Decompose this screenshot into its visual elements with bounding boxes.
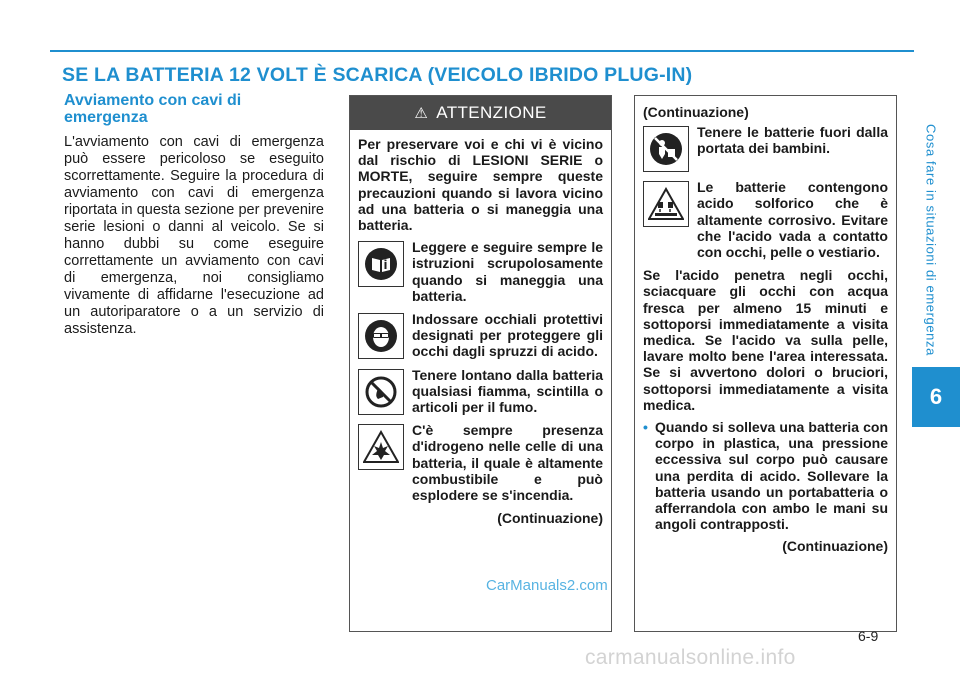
chapter-tab-number[interactable]: 6	[912, 367, 960, 427]
safety-goggles-icon	[358, 313, 404, 359]
warning-item-text: C'è sempre presenza d'idrogeno nelle celle di una batteria, il quale è altamente combustibile e può esplodere se s'incendia.	[412, 422, 603, 504]
warning-item	[358, 367, 603, 416]
warning-box-2	[634, 95, 897, 632]
acid-first-aid-text: Se l'acido penetra negli occhi, sciacquare gli occhi con acqua fresca per almeno 15 minuti e sottoporsi immediatamente a visita medica. Se l'acido va sulla pelle, lavare molto bene l'area interessata. Se si avvertono dolori o bruciori, sottoporsi immediatamente a visita medica.	[643, 267, 888, 413]
subsection-heading: Avviamento con cavi di emergenza	[64, 92, 242, 126]
warning-box-1	[349, 95, 612, 632]
continued-top-label: (Continuazione)	[643, 104, 749, 120]
bullet-text: Quando si solleva una batteria con corpo in plastica, una pressione eccessiva sul corpo può causare una perdita di acido. Sollevare la batteria usando un portabatteria o afferrandola con ambo le mani su angoli contrapposti.	[655, 419, 888, 533]
read-manual-icon	[358, 241, 404, 287]
warning-item-text: Tenere lontano dalla batteria qualsiasi fiamma, scintilla o articoli per il fumo.	[412, 366, 603, 416]
warning-item	[358, 311, 603, 360]
intro-column	[64, 92, 324, 338]
warning-header	[350, 96, 611, 130]
warning-item	[358, 239, 603, 304]
warning-title: ATTENZIONE	[436, 103, 547, 122]
section-title: SE LA BATTERIA 12 VOLT È SCARICA (VEICOLO IBRIDO PLUG-IN)	[62, 64, 693, 86]
warning-triangle-icon: ⚠	[414, 105, 429, 122]
intro-paragraph: L'avviamento con cavi di emergenza può essere pericoloso se eseguito scorrettamente. Seguire la procedura di avviamento con cavi di emergenza riportata in questa sezione per prevenire serie lesioni o danni al veicolo. Se si hanno dubbi su come eseguire correttamente un avviamento con cavi di emergenza, noi consigliamo vivamente di affidarne l'esecuzione ad un autoriparatore o a un servizio di assistenza.	[64, 134, 324, 337]
keep-from-children-icon	[643, 126, 689, 172]
bullet-icon: •	[643, 419, 648, 436]
warning-item-text: Tenere le batterie fuori dalla portata dei bambini.	[697, 124, 888, 157]
explosion-icon	[358, 424, 404, 470]
chapter-tab-label-text: Cosa fare in situazioni di emergenza	[923, 124, 939, 356]
list-item	[643, 419, 888, 532]
warning-intro: Per preservare voi e chi vi è vicino dal rischio di LESIONI SERIE o MORTE, seguire sempre queste precauzioni quando si lavora vicino ad una batteria o si maneggia una batteria.	[358, 136, 603, 234]
watermark-overlay[interactable]: CarManuals2.com	[486, 577, 608, 594]
continued-label: (Continuazione)	[782, 538, 888, 555]
warning-item	[643, 179, 888, 260]
watermark-site[interactable]: carmanualsonline.info	[585, 646, 796, 669]
chapter-tab-label[interactable]	[902, 120, 960, 360]
header-rule	[50, 50, 914, 52]
corrosive-icon	[643, 181, 689, 227]
warning-item-text: Le batterie contengono acido solforico che è altamente corrosivo. Evitare che l'acido vada a contatto con occhi, pelle o vestiario.	[697, 179, 888, 261]
warning-item	[643, 124, 888, 172]
warning-item-text: Indossare occhiali protettivi designati per proteggere gli occhi dagli spruzzi di acido.	[412, 311, 603, 360]
no-flame-icon	[358, 369, 404, 415]
warning-item	[358, 422, 603, 503]
page-number: 6-9	[858, 628, 879, 644]
warning-item-text: Leggere e seguire sempre le istruzioni scrupolosamente quando si maneggia una batteria.	[412, 239, 603, 304]
continued-label: (Continuazione)	[497, 510, 603, 527]
